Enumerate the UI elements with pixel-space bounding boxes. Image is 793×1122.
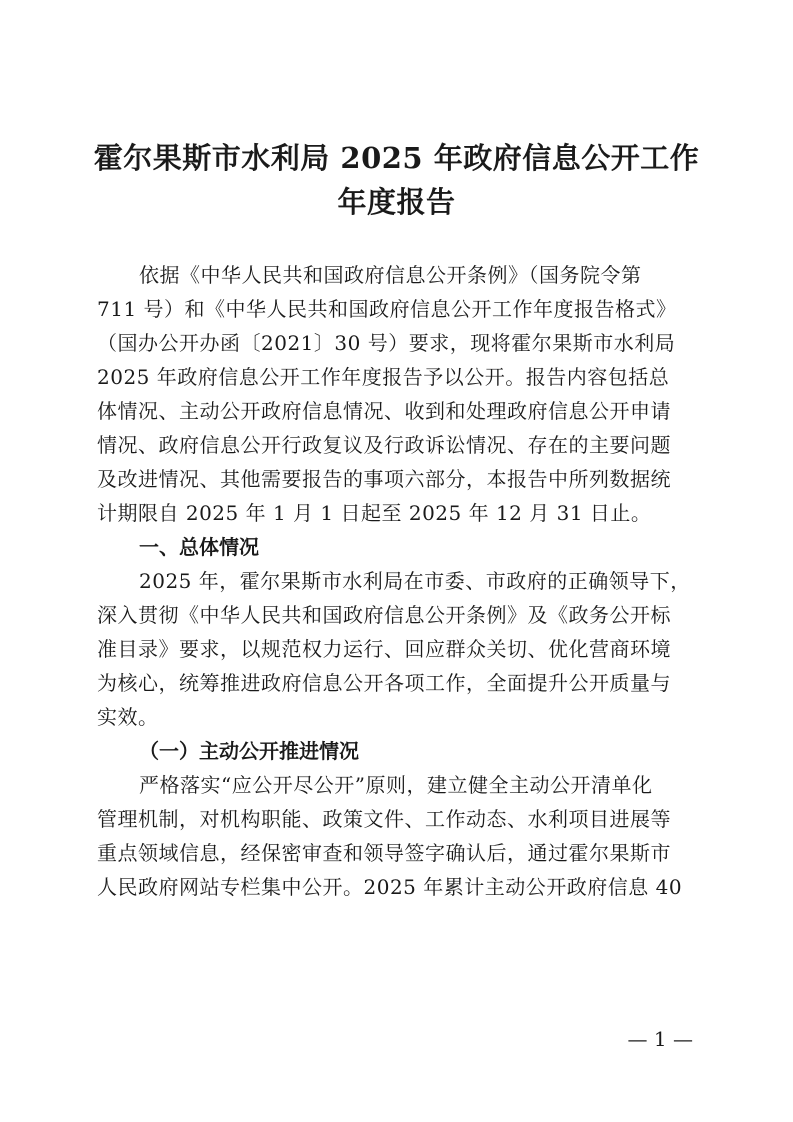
- intro-paragraph: [97, 258, 699, 530]
- intro-line-8: 计期限自 2025 年 1 月 1 日起至 2025 年 12 月 31 日止。: [97, 501, 652, 525]
- intro-line-2: 711 号）和《中华人民共和国政府信息公开工作年度报告格式》: [97, 297, 677, 321]
- intro-line-4: 2025 年政府信息公开工作年度报告予以公开。报告内容包括总: [97, 365, 670, 389]
- overview-paragraph: [97, 564, 699, 734]
- overview-line-2: 深入贯彻《中华人民共和国政府信息公开条例》及《政务公开标: [97, 603, 671, 627]
- intro-line-6: 情况、政府信息公开行政复议及行政诉讼情况、存在的主要问题: [97, 433, 671, 457]
- proactive-line-2: 管理机制，对机构职能、政策文件、工作动态、水利项目进展等: [97, 807, 671, 831]
- title-line-2: 年度报告: [337, 185, 456, 219]
- overview-line-1: 2025 年，霍尔果斯市水利局在市委、市政府的正确领导下，: [139, 569, 691, 593]
- proactive-line-4: 人民政府网站专栏集中公开。2025 年累计主动公开政府信息 40: [97, 875, 683, 899]
- intro-line-7: 及改进情况、其他需要报告的事项六部分，本报告中所列数据统: [97, 467, 671, 491]
- document-body: [97, 258, 699, 904]
- overview-line-5: 实效。: [97, 705, 159, 729]
- intro-line-1: 依据《中华人民共和国政府信息公开条例》（国务院令第: [139, 263, 642, 287]
- overview-line-4: 为核心，统筹推进政府信息公开各项工作，全面提升公开质量与: [97, 671, 671, 695]
- intro-line-5: 体情况、主动公开政府信息情况、收到和处理政府信息公开申请: [97, 399, 671, 423]
- section-heading-proactive-disclosure: （一）主动公开推进情况: [139, 739, 359, 763]
- proactive-line-3: 重点领域信息，经保密审查和领导签字确认后，通过霍尔果斯市: [97, 841, 671, 865]
- proactive-line-1: 严格落实“应公开尽公开”原则，建立健全主动公开清单化: [139, 773, 653, 797]
- overview-line-3: 准目录》要求，以规范权力运行、回应群众关切、优化营商环境: [97, 637, 671, 661]
- section-heading-overview: 一、总体情况: [139, 535, 259, 559]
- page-number: — 1 —: [627, 1027, 693, 1051]
- intro-line-3: （国办公开办函〔2021〕30 号）要求，现将霍尔果斯市水利局: [97, 331, 676, 355]
- document-title: [60, 136, 733, 224]
- proactive-paragraph: [97, 768, 699, 904]
- title-line-1: 霍尔果斯市水利局 2025 年政府信息公开工作: [93, 141, 700, 175]
